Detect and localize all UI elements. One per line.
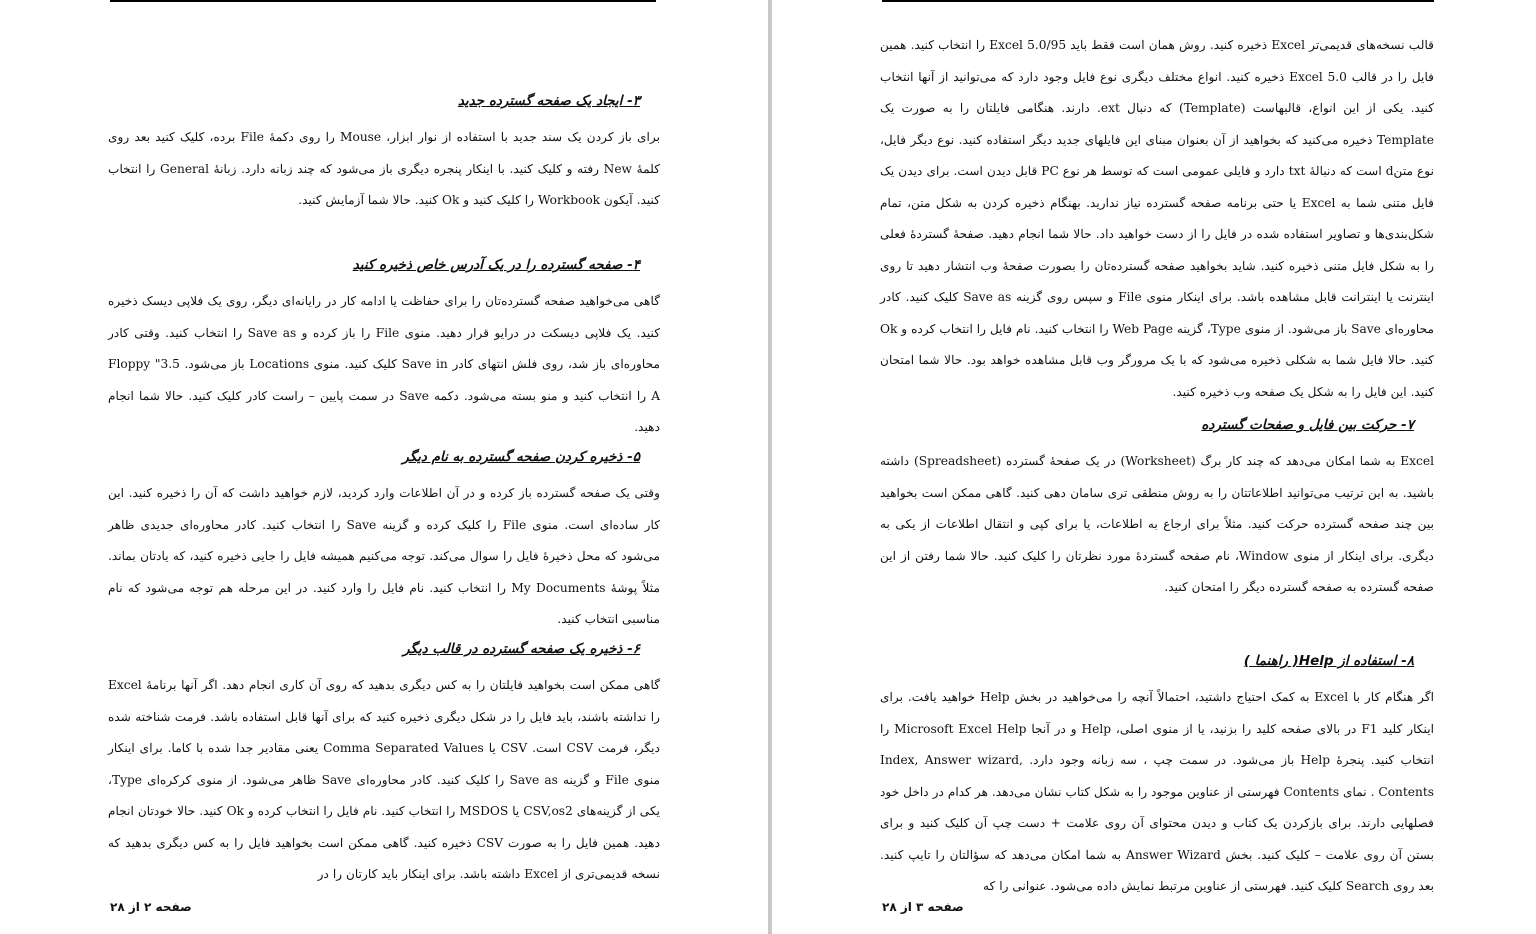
section-heading-7: ۷- حرکت بین فایل و صفحات گسترده bbox=[1201, 417, 1414, 433]
page-number: صفحه ۲ از ۲۸ bbox=[110, 900, 192, 914]
document-page-right bbox=[772, 0, 1536, 934]
section-body-5: وقتی یک صفحه گسترده باز کرده و در آن اطلاعات وارد کردید، لازم خواهید داشت که آن را ذخیره کنید. این کار ساده‌ای است. منوی File را کلیک کرده و گزینه Save را انتخاب کنید. کادر محاوره‌ای جدیدی ظاهر می‌شود که محل ذخیرهٔ فایل را سوال می‌کند. توجه می‌کنیم همیشه فایل را جایی ذخیره کنید، که یادتان بماند. مثلاً پوشهٔ My Documents را انتخاب کنید. نام فایل را وارد کنید. در این مرحله هم توجه می‌شود که نام مناسبی انتخاب کنید. bbox=[108, 486, 661, 626]
page-number: صفحه ۳ از ۲۸ bbox=[882, 900, 964, 914]
section-body-4: گاهی می‌خواهید صفحه گسترده‌تان را برای حفاظت یا ادامه کار در رایانه‌ای دیگر، روی یک فلاپی دیسک ذخیره کنید. یک فلاپی دیسکت در درایو قرار دهید. منوی File را باز کرده و Save as را انتخاب کنید. وقتی کادر محاوره‌ای باز شد، روی فلش انتهای کادر Save in کلیک کنید. منوی Locations باز می‌شود. 3.5" Floppy A را انتخاب کنید و منو بسته می‌شود. دکمه Save در سمت پایین – راست کادر کلیک کنید. حالا شما انجام دهید. bbox=[108, 294, 661, 434]
section-heading-3: ۳- ایجاد یک صفحه گسترده جدید bbox=[457, 93, 640, 109]
section-heading-5: ۵- ذخیره کردن صفحه گسترده به نام دیگر bbox=[402, 449, 640, 465]
header-rule bbox=[110, 0, 656, 2]
section-heading-8: ۸- استفاده از Help( راهنما ) bbox=[1243, 653, 1414, 669]
page-content bbox=[108, 88, 661, 881]
section-body-3: برای باز کردن یک سند جدید با استفاده از نوار ابزار، Mouse را روی دکمهٔ File برده، کلیک کنید بعد روی کلمهٔ New رفته و کلیک کنید. با اینکار پنجره دیگری باز می‌شود که چند زبانه دارد. زبانهٔ General را انتخاب کنید. آیکون Workbook را کلیک کنید و Ok کنید. حالا شما آزمایش کنید. bbox=[108, 130, 660, 207]
header-rule bbox=[882, 0, 1434, 2]
section-body-6: گاهی ممکن است بخواهید فایلتان را به کس دیگری بدهید که روی آن کاری انجام دهد. اگر آنها برنامهٔ Excel را نداشته باشند، باید فایل را در شکل دیگری ذخیره کنید که برای آنها قابل استفاده باشد. فرمت شناخته شده دیگر، فرمت CSV است. CSV یا Comma Separated Values یعنی مقادیر جدا شده با کاما. برای اینکار منوی File و گزینه Save as را کلیک کنید. کادر محاوره‌ای Save ظاهر می‌شود. از منوی کرکره‌ای Type، یکی از گزینه‌های CSV,os2 یا MSDOS را انتخاب کنید. نام فایل را انتخاب کرده و Ok کنید. حالا خودتان انجام دهید. همین فایل را به صورت CSV ذخیره کنید. گاهی ممکن است بخواهید فایل را به کس دیگری بدهید که نسخه قدیمی‌تری از Excel داشته باشد. برای اینکار باید کارتان را در bbox=[108, 678, 661, 881]
continued-paragraph: قالب نسخه‌های قدیمی‌تر Excel ذخیره کنید. روش همان است فقط باید Excel 5.0/95 را انتخاب کنید. همین فایل را در قالب Excel 5.0 ذخیره کنید. انواع مختلف دیگری نوع فایل وجود دارد که می‌توانید از آنها انتخاب کنید. یکی از این انواع، قالبهاست (Template) که دنبال ext. دارند. هنگامی فایلتان را به صورت یک Template ذخیره می‌کنید که بخواهید از آن بعنوان مبنای این فایلهای جدید دیگر استفاده کنید. نوع دیگر فایل، نوع متنd است که دنبالهٔ txt دارد و فایلی عمومی است که توسط هر نوع PC قابل دیدن است. برای دیدن یک فایل متنی شما به Excel یا حتی برنامه صفحه گسترده نیاز ندارید. بهنگام ذخیره کردن به شکل متن، تمام شکل‌بندی‌ها و تصاویر استفاده شده در فایل را از دست خواهید داد. حالا شما انجام دهید. صفحهٔ گستردهٔ فعلی را به شکل فایل متنی ذخیره کنید. شاید بخواهید صفحه گسترده‌تان را بصورت صفحهٔ وب انتشار دهید تا روی اینترنت یا اینترانت قابل مشاهده باشد. برای اینکار منوی File و سپس روی گزینه Save as کلیک کنید. کادر محاوره‌ای Save باز می‌شود. از منوی Type، گزینه Web Page را انتخاب کنید. نام فایل را انتخاب کرده و Ok کنید. حالا فایل شما به شکلی ذخیره می‌شود که با یک مرورگر وب قابل مشاهده خواهد بود. حالا شما امتحان کنید. این فایل را به شکل یک صفحه وب ذخیره کنید. bbox=[880, 38, 1435, 399]
section-heading-4: ۴- صفحه گسترده را در یک آدرس خاص ذخیره کنید bbox=[352, 257, 640, 273]
page-content bbox=[880, 30, 1435, 893]
section-body-8: اگر هنگام کار با Excel به کمک احتیاج داشتید، احتمالاً آنچه را می‌خواهید در بخش Help خواهید یافت. برای اینکار کلید F1 در بالای صفحه کلید را بزنید، یا از منوی اصلی، Help و در آنجا Microsoft Excel Help را انتخاب کنید. پنجرهٔ Help باز می‌شود. در سمت چپ ، سه زبانه وجود دارد. Index, Answer wizard, Contents . نمای Contents فهرستی از عناوین موجود را به شکل کتاب نشان می‌دهد. هر کدام در داخل خود فصلهایی دارند. برای بازکردن یک کتاب و دیدن محتوای آن روی علامت + دست چپ آن کلیک کنید و برای بستن آن روی علامت – کلیک کنید. بخش Answer Wizard به شما امکان می‌دهد که سؤالتان را تایپ کنید. بعد روی Search کلیک کنید. فهرستی از عناوین مرتبط نمایش داده می‌شود. عنوانی را که bbox=[880, 690, 1435, 893]
section-body-7: Excel به شما امکان می‌دهد که چند کار برگ (Worksheet) در یک صفحهٔ گسترده (Spreadsheet) داشته باشید. به این ترتیب می‌توانید اطلاعاتتان را به روش منطقی تری سامان دهی کنید. گاهی ممکن است بخواهید بین چند صفحه گسترده حرکت کنید. مثلاً برای ارجاع به اطلاعات، یا برای کپی و انتقال اطلاعات از یکی به دیگری. برای اینکار از منوی Window، نام صفحه گستردهٔ مورد نظرتان را کلیک کنید. حالا شما رفتن از این صفحه گسترده به صفحه گسترده دیگر را امتحان کنید. bbox=[880, 454, 1434, 594]
section-heading-6: ۶- ذخیره یک صفحه گسترده در قالب دیگر bbox=[402, 641, 640, 657]
